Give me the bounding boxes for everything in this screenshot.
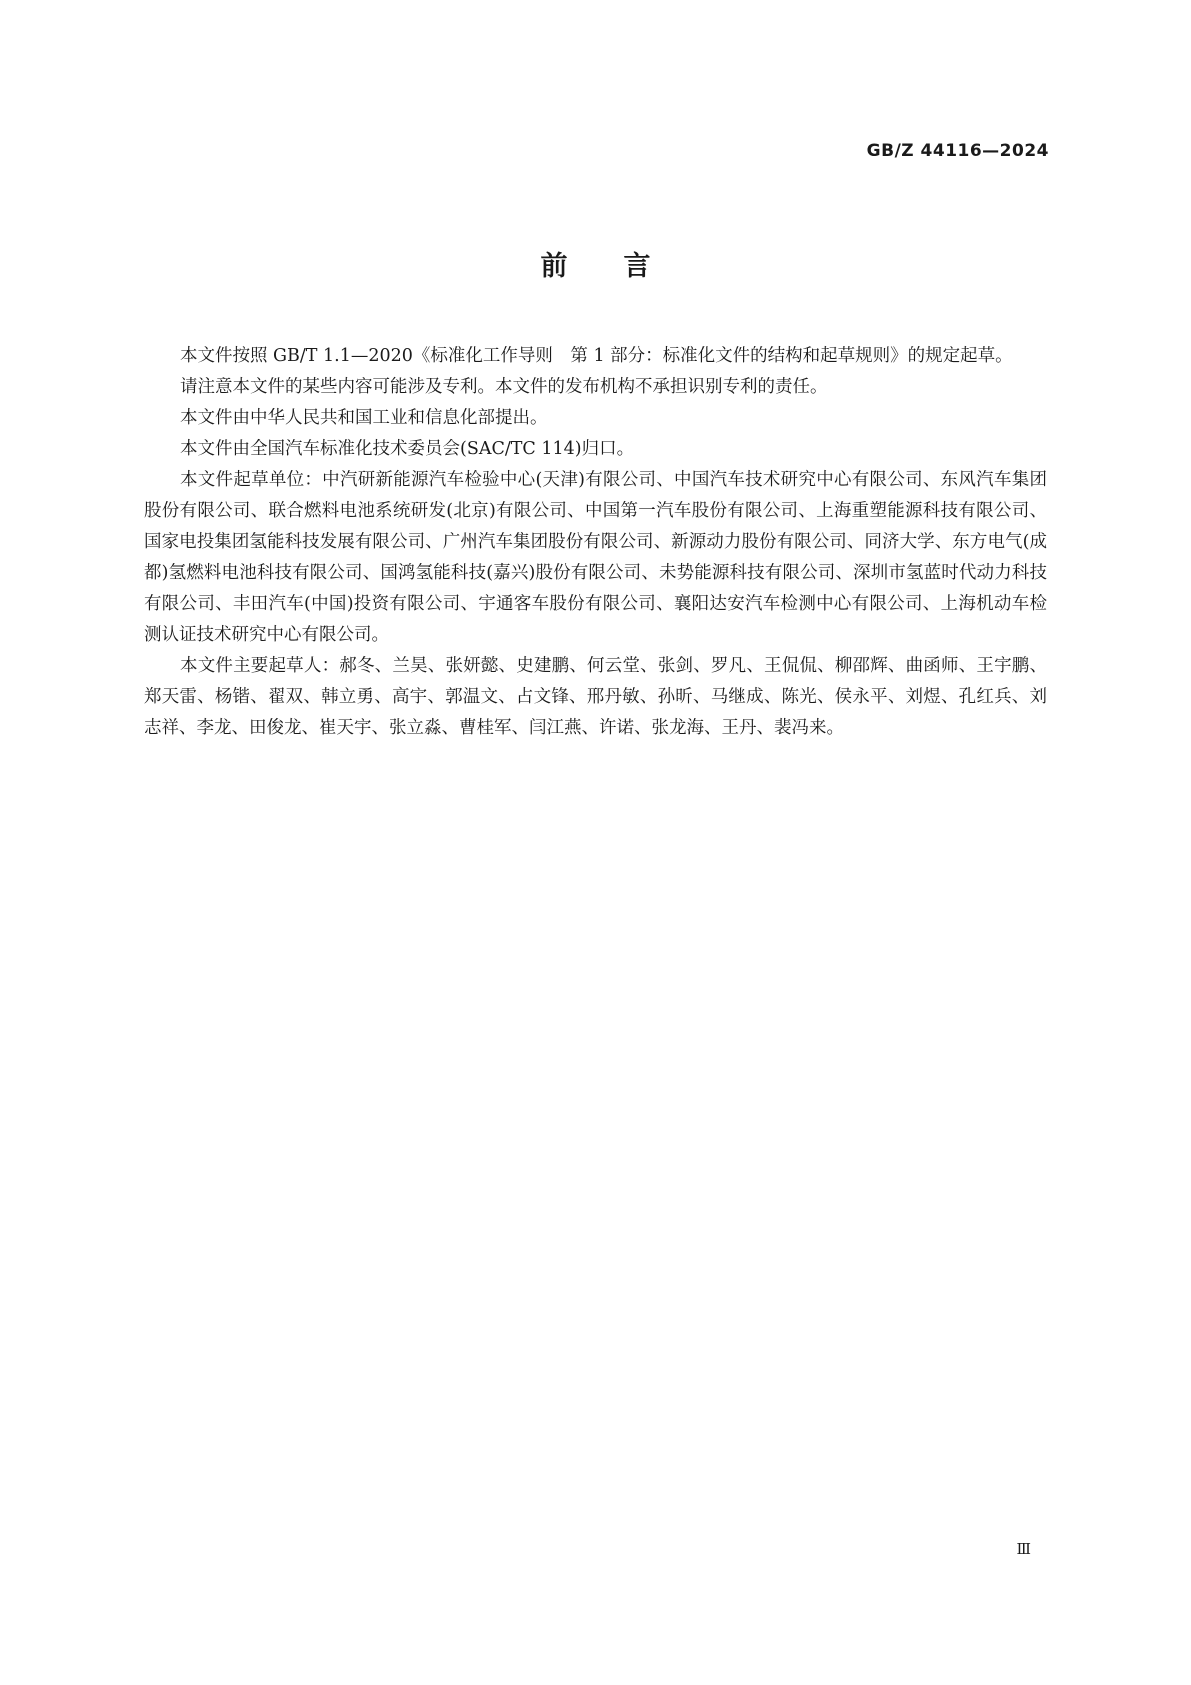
paragraph-proposer: 本文件由中华人民共和国工业和信息化部提出。 bbox=[180, 408, 548, 428]
standard-number: GB/Z 44116—2024 bbox=[866, 141, 1049, 161]
paragraph-main-drafters: 本文件主要起草人：郝冬、兰昊、张妍懿、史建鹏、何云堂、张剑、罗凡、王侃侃、柳邵辉、曲函师、王宇鹏、郑天雷、杨锴、翟双、韩立勇、高宇、郭温文、占文锋、邢丹敏、孙昕、马继成、陈光、侯永平、刘煜、孔红兵、刘志祥、李龙、田俊龙、崔天宇、张立淼、曹桂军、闫江燕、许诺、张龙海、王丹、裴冯来。 bbox=[144, 656, 1047, 738]
foreword-body bbox=[144, 341, 1047, 744]
paragraph-patent-notice: 请注意本文件的某些内容可能涉及专利。本文件的发布机构不承担识别专利的责任。 bbox=[180, 377, 828, 397]
paragraph-drafting-units: 本文件起草单位：中汽研新能源汽车检验中心(天津)有限公司、中国汽车技术研究中心有限公司、东风汽车集团股份有限公司、联合燃料电池系统研发(北京)有限公司、中国第一汽车股份有限公司、上海重塑能源科技有限公司、国家电投集团氢能科技发展有限公司、广州汽车集团股份有限公司、新源动力股份有限公司、同济大学、东方电气(成都)氢燃料电池科技有限公司、国鸿氢能科技(嘉兴)股份有限公司、未势能源科技有限公司、深圳市氢蓝时代动力科技有限公司、丰田汽车(中国)投资有限公司、宇通客车股份有限公司、襄阳达安汽车检测中心有限公司、上海机动车检测认证技术研究中心有限公司。 bbox=[144, 470, 1047, 645]
page-number: Ⅲ bbox=[1016, 1540, 1031, 1558]
paragraph-administrator: 本文件由全国汽车标准化技术委员会(SAC/TC 114)归口。 bbox=[180, 439, 635, 459]
paragraph-drafting-rules: 本文件按照 GB/T 1.1—2020《标准化工作导则 第 1 部分：标准化文件的结构和起草规则》的规定起草。 bbox=[180, 346, 1013, 366]
page-title: 前言 bbox=[540, 251, 707, 282]
